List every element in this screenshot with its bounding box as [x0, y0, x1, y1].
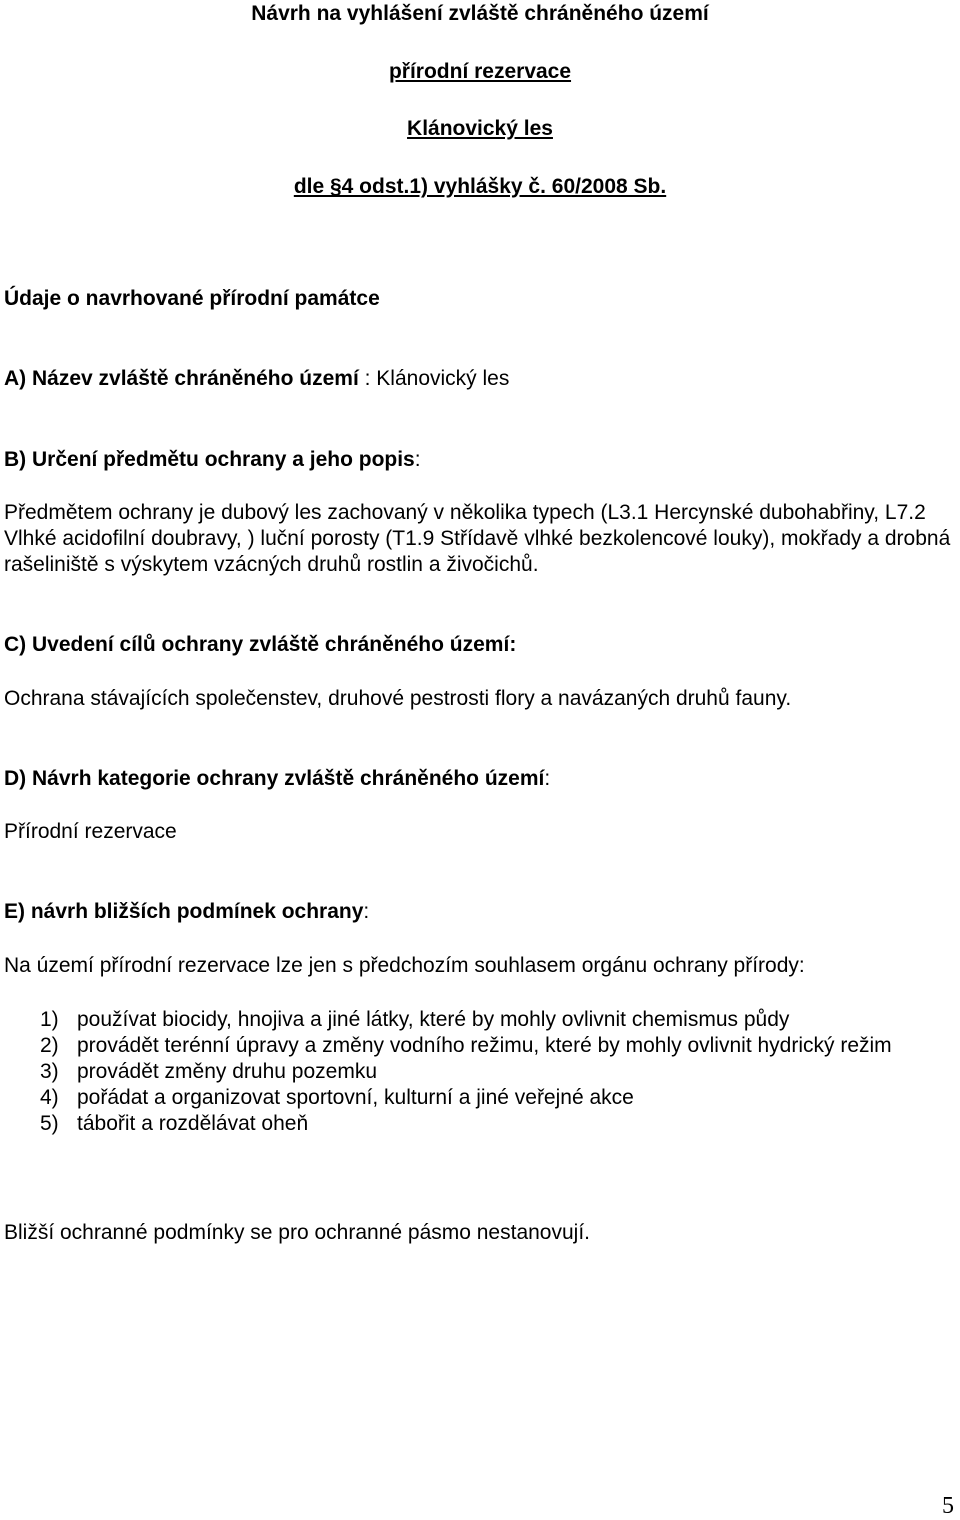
reserve-type-heading: přírodní rezervace — [388, 60, 572, 83]
section-b-label: B) Určení předmětu ochrany a jeho popis — [4, 448, 415, 471]
page-number: 5 — [942, 1493, 954, 1519]
section-a-value: : Klánovický les — [358, 367, 510, 390]
list-item: 5) tábořit a rozdělávat oheň — [40, 1112, 309, 1135]
closing-note: Bližší ochranné podmínky se pro ochranné pásmo nestanovují. — [4, 1221, 591, 1244]
section-d-heading: D) Návrh kategorie ochrany zvláště chráněného území: — [4, 767, 551, 790]
section-d-label: D) Návrh kategorie ochrany zvláště chráněného území — [4, 767, 545, 790]
section-title: Údaje o navrhované přírodní památce — [4, 287, 380, 310]
list-item: 2) provádět terénní úpravy a změny vodního režimu, které by mohly ovlivnit hydrický režim — [40, 1034, 892, 1057]
section-a — [4, 366, 509, 392]
section-b-heading: B) Určení předmětu ochrany a jeho popis: — [4, 448, 421, 471]
section-c-text: Ochrana stávajících společenstev, druhové pestrosti flory a navázaných druhů fauny. — [4, 687, 792, 710]
legal-basis-heading: dle §4 odst.1) vyhlášky č. 60/2008 Sb. — [293, 175, 667, 198]
section-a-label: A) Název zvláště chráněného území — [4, 367, 359, 390]
section-e-intro: Na území přírodní rezervace lze jen s předchozím souhlasem orgánu ochrany přírody: — [4, 954, 805, 977]
section-e-label: E) návrh bližších podmínek ochrany — [4, 900, 364, 923]
reserve-name-heading: Klánovický les — [407, 117, 553, 140]
list-item: 1) používat biocidy, hnojiva a jiné látky, které by mohly ovlivnit chemismus půdy — [40, 1008, 790, 1031]
section-c-heading: C) Uvedení cílů ochrany zvláště chráněného území: — [4, 633, 517, 656]
list-item: 4) pořádat a organizovat sportovní, kulturní a jiné veřejné akce — [40, 1086, 634, 1109]
section-e-heading: E) návrh bližších podmínek ochrany: — [4, 900, 370, 923]
section-b-text: Předmětem ochrany je dubový les zachovaný v několika typech (L3.1 Hercynské dubohabřiny, L7.2 Vlhké acidofilní doubravy, ) luční porosty (T1.9 Střídavě vlhké bezkolencové louky), mokřady a drobná rašeliniště s výskytem vzácných druhů rostlin a živočichů. — [4, 501, 951, 576]
conditions-list — [40, 1007, 956, 1137]
section-d-text: Přírodní rezervace — [4, 820, 177, 843]
document-title: Návrh na vyhlášení zvláště chráněného území — [251, 2, 709, 25]
list-item: 3) provádět změny druhu pozemku — [40, 1060, 377, 1083]
